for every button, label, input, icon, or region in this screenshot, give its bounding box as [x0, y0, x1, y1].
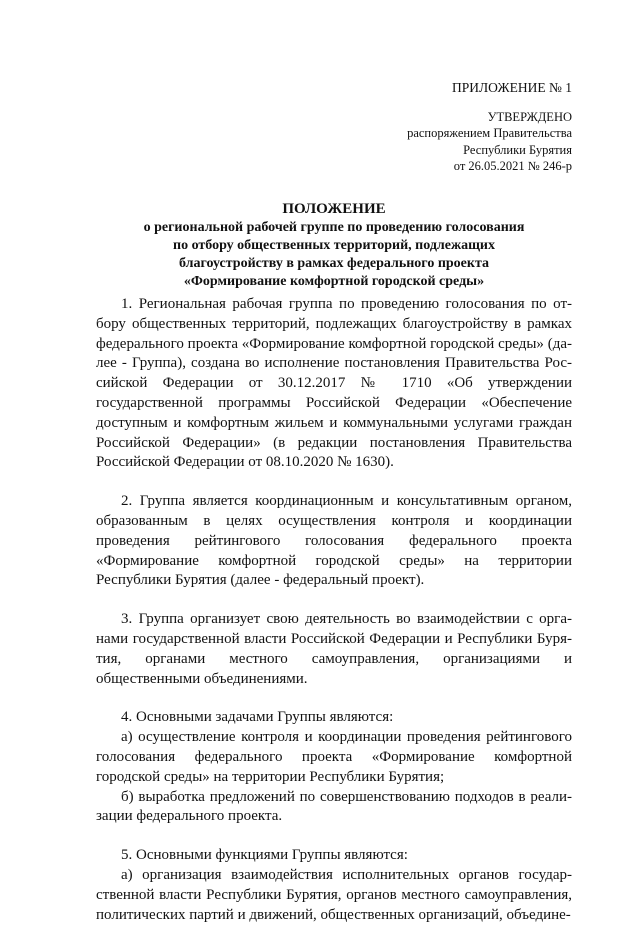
approved-region-line: Республики Бурятия: [463, 142, 572, 157]
approved-by-line: распоряжением Правительства: [407, 126, 572, 141]
approval-stamp: [407, 109, 572, 174]
title-sub-line3: благоустройству в рамках федерального проекта: [178, 255, 489, 271]
title-sub-line1: о региональной рабочей группе по проведению голосования: [143, 219, 525, 235]
paragraph-3: 3. Группа организует свою деятельность во взаимодействии с органами государственной власти Российской Федерации и Республики Бурятия, органами местного самоуправления, организациями и общественными объединениями.: [96, 611, 572, 687]
paragraph-1: 1. Региональная рабочая группа по проведению голосования по отбору общественных территорий, подлежащих благоустройству в рамках федерального проекта «Формирование комфортной городской среды» (далее - Группа), создана во исполнение постановления Правительства Российской Федерации от 30.12.2017 № 1710 «Об утверждении государственной программы Российской Федерации «Обеспечение доступным и комфортным жильем и коммунальными услугами граждан Российской Федерации» (в редакции постановления Правительства Российской Федерации от 08.10.2020 № 1630).: [96, 296, 572, 471]
appendix-number: ПРИЛОЖЕНИЕ № 1: [451, 80, 572, 95]
approved-date-line: от 26.05.2021 № 246-р: [453, 158, 572, 173]
approved-label: УТВЕРЖДЕНО: [487, 110, 572, 124]
title-sub-line2: по отбору общественных территорий, подлежащих: [173, 237, 495, 253]
paragraph-4: 4. Основными задачами Группы являются:: [121, 709, 394, 726]
document-body: [96, 295, 572, 925]
paragraph-5: 5. Основными функциями Группы являются:: [121, 847, 408, 864]
title-sub-line4: «Формирование комфортной городской среды»: [183, 274, 485, 290]
title-main: ПОЛОЖЕНИЕ: [282, 201, 386, 217]
document-title: [96, 200, 572, 291]
paragraph-4b: б) выработка предложений по совершенствованию подходов в реализации федерального проекта.: [96, 788, 572, 825]
paragraph-5a: а) организация взаимодействия исполнительных органов государственной власти Республики Бурятия, органов местного самоуправления, политических партий и движений, общественных организаций, объедине-: [96, 866, 572, 923]
paragraph-4a: а) осуществление контроля и координации проведения рейтингового голосования федерального проекта «Формирование комфортной городской среды» на территории Республики Бурятия;: [96, 729, 572, 785]
paragraph-2: 2. Группа является координационным и консультативным органом, образованным в целях осуществления контроля и координации проведения рейтингового голосования федерального проекта «Формирование комфортной городской среды» на территории Республики Бурятия (далее - федеральный проект).: [96, 493, 572, 589]
